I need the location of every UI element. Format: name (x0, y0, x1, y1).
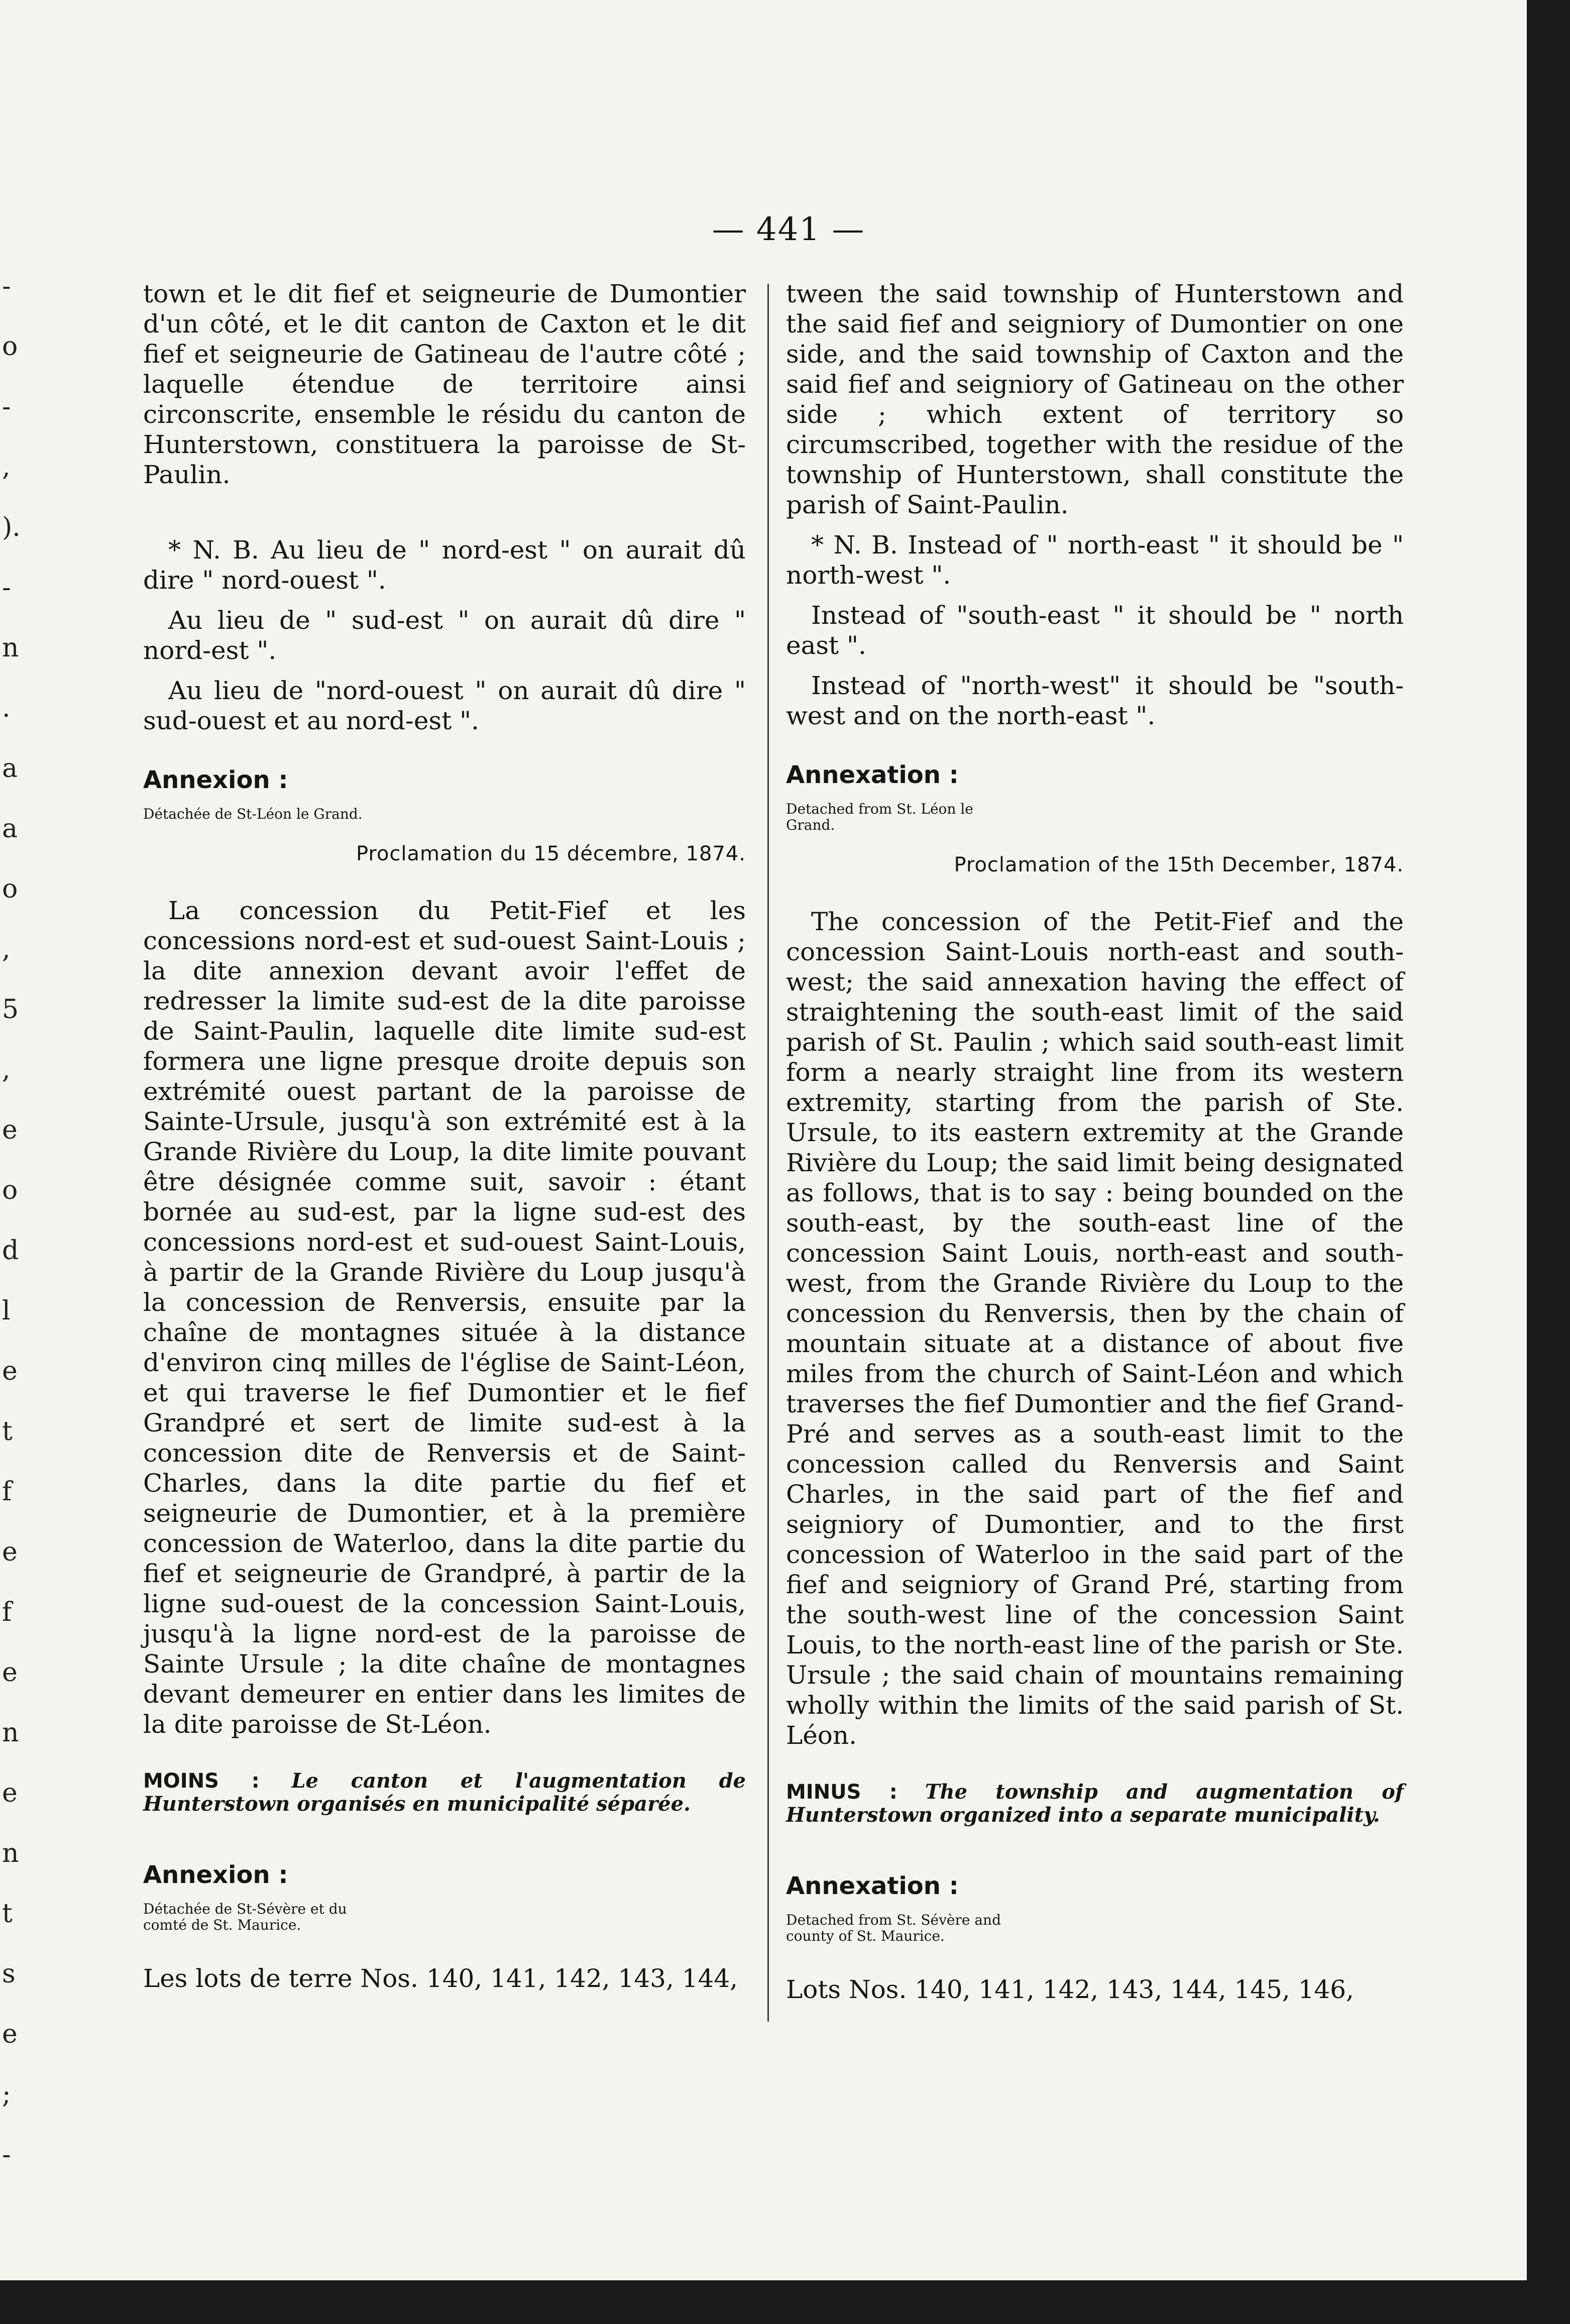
french-annexion-heading-1: Annexion : (143, 766, 288, 794)
english-nb-note-2: Instead of "south-east " it should be " north east ". (786, 601, 1404, 660)
french-annexion-heading-2: Annexion : (143, 1861, 288, 1889)
french-lots-line: Les lots de terre Nos. 140, 141, 142, 143, 144, (143, 1964, 738, 1993)
edge-mark: , (2, 1055, 11, 1085)
edge-mark: n (2, 633, 19, 663)
french-paragraph-intro: town et le dit fief et seigneurie de Dumontier d'un côté, et le dit canton de Caxton et le dit fief et seigneurie de Gatineau de l'autre côté ; laquelle étendue de territoire ainsi circonscrite, ensemble le résidu du canton de Hunterstown, constituera la paroisse de St-Paulin. (143, 279, 746, 489)
column-divider (767, 284, 769, 2022)
english-nb-note-3: Instead of "north-west" it should be "south-west and on the north-east ". (786, 671, 1404, 730)
edge-mark: t (2, 1416, 13, 1447)
english-annexation-margin-note-1: Detached from St. Léon le Grand. (786, 801, 973, 833)
edge-mark: n (2, 1718, 19, 1748)
edge-mark: e (2, 1356, 18, 1386)
edge-mark: o (2, 331, 18, 362)
edge-mark: - (2, 573, 11, 603)
edge-mark: s (2, 1959, 16, 1989)
french-annexion-margin-note-1: Détachée de St-Léon le Grand. (143, 806, 363, 822)
french-paragraph-concession: La concession du Petit-Fief et les concessions nord-est et sud-ouest Saint-Louis ; la dite annexion devant avoir l'effet de redresser la limite sud-est de la dite paroisse de Saint-Paulin, laquelle dite limite sud-est formera une ligne presque droite depuis son extrémité ouest partant de la paroisse de Sainte-Ursule, jusqu'à son extrémité est à la Grande Rivière du Loup, la dite limite pouvant être désignée comme suit, savoir : étant bornée au sud-est, par la ligne sud-est des concessions nord-est et sud-ouest Saint-Louis, à partir de la Grande Rivière du Loup jusqu'à la concession de Renversis, ensuite par la chaîne de montagnes située à la distance d'environ cinq milles de l'église de Saint-Léon, et qui traverse le fief Dumontier et le fief Grandpré et sert de limite sud-est à la concession dite de Renversis et de Saint-Charles, dans la dite partie du fief et seigneurie de Dumontier, et à la première concession de Waterloo, dans la dite partie du fief et seigneurie de Grandpré, à partir de la ligne sud-ouest de la concession Saint-Louis, jusqu'à la ligne nord-est de la paroisse de Sainte Ursule ; la dite chaîne de montagnes devant demeurer en entier dans les limites de la dite paroisse de St-Léon. (143, 896, 746, 1739)
edge-mark: 5 (2, 994, 19, 1025)
edge-mark: e (2, 1657, 18, 1688)
french-nb-note-1: * N. B. Au lieu de " nord-est " on aurait dû dire " nord-ouest ". (143, 535, 746, 595)
french-annexion-margin-note-2: Détachée de St-Sévère et du comté de St. Maurice. (143, 1901, 347, 1933)
french-minus-text: Le canton et l'augmentation de Hunterstown organisés en municipalité séparée. (143, 1769, 746, 1816)
edge-mark: d (2, 1236, 19, 1266)
french-column (143, 279, 746, 1994)
page-number: — 441 — (712, 211, 865, 248)
edge-mark: o (2, 874, 18, 904)
french-minus-label: MOINS : (143, 1769, 260, 1793)
edge-mark: - (2, 271, 11, 301)
edge-mark: e (2, 1537, 18, 1567)
english-column (786, 279, 1404, 2005)
french-minus-clause (143, 1769, 746, 1816)
edge-mark: e (2, 1778, 18, 1808)
edge-mark: e (2, 1115, 18, 1145)
edge-mark: l (2, 1296, 11, 1326)
english-paragraph-concession: The concession of the Petit-Fief and the concession Saint-Louis north-east and south-west; the said annexation having the effect of straightening the south-east limit of the said parish of St. Paulin ; which said south-east limit form a nearly straight line from its western extremity, starting from the parish of Ste. Ursule, to its eastern extremity at the Grande Rivière du Loup; the said limit being designated as follows, that is to say : being bounded on the south-east, by the south-east line of the concession Saint Louis, north-east and south-west, from the Grande Rivière du Loup to the concession du Renversis, then by the chain of mountain situate at a distance of about five miles from the church of Saint-Léon and which traverses the fief Dumontier and the fief Grand-Pré and serves as a south-east limit to the concession called du Renversis and Saint Charles, in the said part of the fief and seigniory of Dumontier, and to the first concession of Waterloo in the said part of the fief and seigniory of Grand Pré, starting from the south-west line of the concession Saint Louis, to the north-east line of the parish or Ste. Ursule ; the said chain of mountains remaining wholly within the limits of the said parish of St. Léon. (786, 907, 1404, 1750)
edge-mark: . (2, 693, 11, 723)
english-annexation-heading-2: Annexation : (786, 1872, 959, 1900)
english-minus-text: The township and augmentation of Hunterstown organized into a separate municipality. (786, 1780, 1404, 1827)
left-edge-margin-marks (0, 0, 20, 2280)
edge-mark: , (2, 934, 11, 964)
english-paragraph-intro: tween the said township of Hunterstown and the said fief and seigniory of Dumontier on one side, and the said township of Caxton and the said fief and seigniory of Gatineau on the other side ; which extent of territory so circumscribed, together with the residue of the township of Hunterstown, shall constitute the parish of Saint-Paulin. (786, 279, 1404, 519)
edge-mark: - (2, 392, 11, 422)
english-annexation-margin-note-2: Detached from St. Sévère and county of St. Maurice. (786, 1912, 1001, 1944)
edge-mark: a (2, 753, 18, 784)
edge-mark: - (2, 2140, 11, 2170)
english-proclamation-date: Proclamation of the 15th December, 1874. (954, 853, 1404, 876)
english-minus-label: MINUS : (786, 1781, 898, 1804)
french-proclamation-date: Proclamation du 15 décembre, 1874. (356, 842, 746, 865)
english-annexation-heading-1: Annexation : (786, 761, 959, 789)
english-minus-clause (786, 1781, 1404, 1827)
edge-mark: o (2, 1175, 18, 1205)
edge-mark: f (2, 1597, 12, 1627)
edge-mark: ). (2, 512, 21, 542)
edge-mark: f (2, 1477, 12, 1507)
english-lots-line: Lots Nos. 140, 141, 142, 143, 144, 145, 146, (786, 1975, 1354, 2004)
edge-mark: t (2, 1899, 13, 1929)
french-nb-note-3: Au lieu de "nord-ouest " on aurait dû dire " sud-ouest et au nord-est ". (143, 676, 746, 735)
edge-mark: a (2, 814, 18, 844)
edge-mark: ; (2, 2079, 11, 2110)
edge-mark: n (2, 1838, 19, 1868)
french-nb-note-2: Au lieu de " sud-est " on aurait dû dire " nord-est ". (143, 606, 746, 665)
english-nb-note-1: * N. B. Instead of " north-east " it should be " north-west ". (786, 530, 1404, 590)
edge-mark: e (2, 2019, 18, 2049)
edge-mark: , (2, 452, 11, 482)
